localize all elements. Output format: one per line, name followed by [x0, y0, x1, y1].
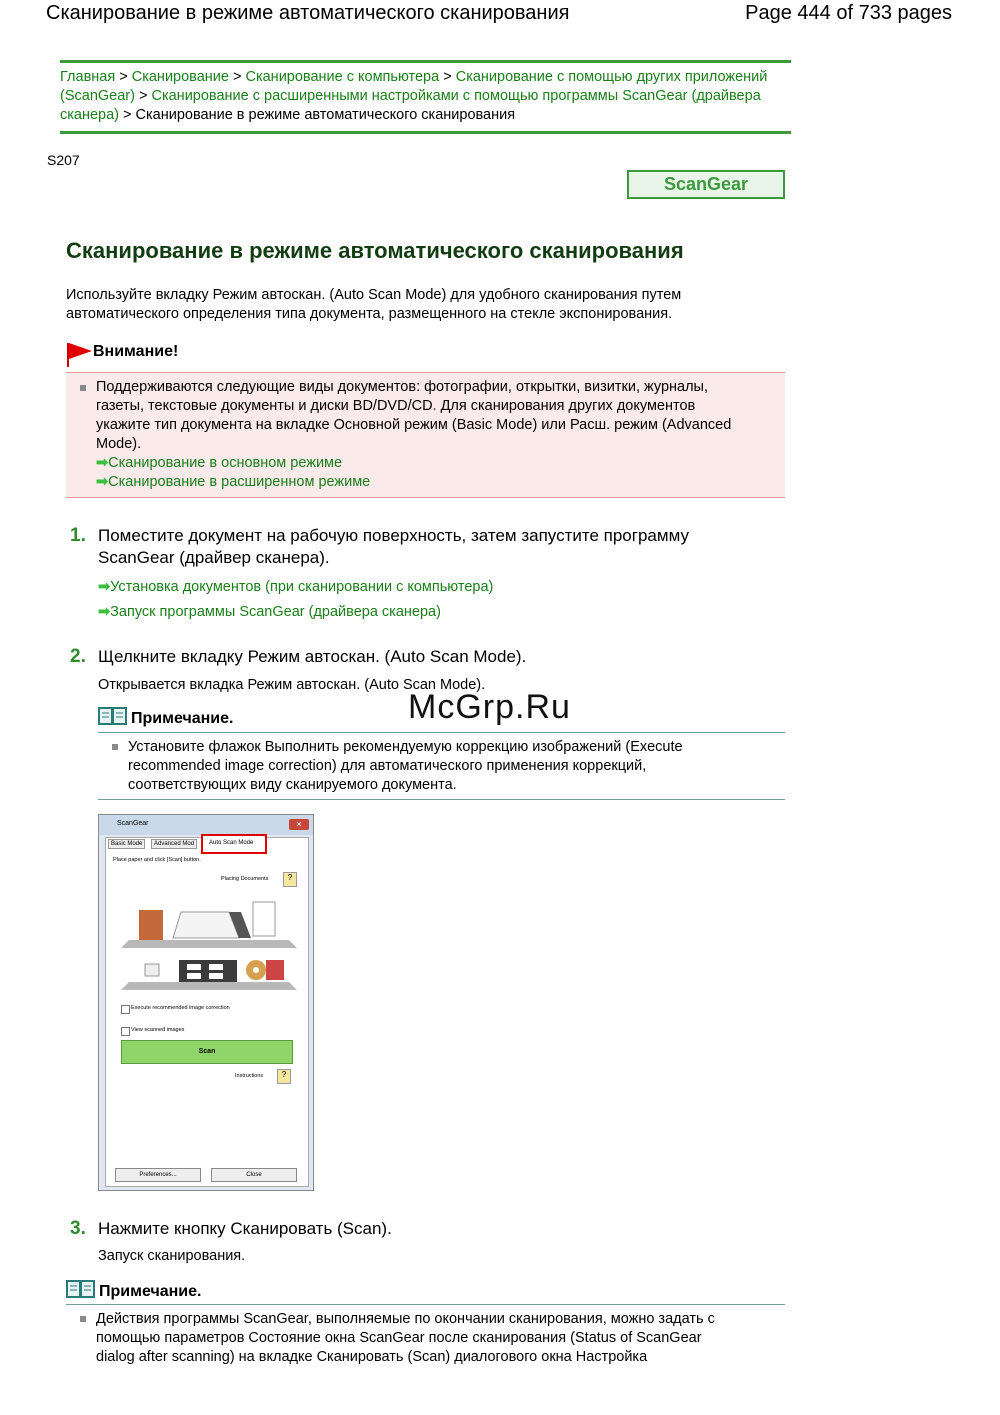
step-text: Щелкните вкладку Режим автоскан. (Auto Scan Mode). — [98, 647, 527, 666]
tab-basic-mode[interactable]: Basic Mode — [108, 839, 145, 849]
page-title: Сканирование в режиме автоматического сканирования — [66, 238, 684, 263]
red-flag-icon — [66, 343, 92, 367]
help-icon[interactable]: ? — [283, 872, 297, 887]
close-icon[interactable]: ✕ — [289, 819, 309, 830]
step-text: Нажмите кнопку Сканировать (Scan). — [98, 1219, 392, 1238]
breadcrumb-scan[interactable]: Сканирование — [131, 69, 229, 85]
breadcrumb-advanced[interactable]: Сканирование с расширенными настройками с помощью программы ScanGear (драйвера сканера) — [60, 88, 761, 123]
preferences-button[interactable]: Preferences... — [115, 1168, 201, 1182]
tab-auto-scan-mode[interactable]: Auto Scan Mode — [201, 834, 267, 854]
breadcrumb-current: Сканирование в режиме автоматического сканирования — [135, 107, 516, 123]
note-heading: Примечание. — [131, 710, 234, 727]
watermark: McGrp.Ru — [408, 688, 571, 726]
step-subtext: Запуск сканирования. — [98, 1248, 246, 1264]
note-heading: Примечание. — [99, 1283, 202, 1300]
breadcrumb: Главная > Сканирование > Сканирование с компьютера > Сканирование с помощью других приложений (ScanGear) > Сканирование с расширенными настройками с помощью программы ScanGear (драйвера сканера) > Сканирование в режиме автоматического сканирования — [60, 60, 791, 134]
step-number: 1. — [70, 525, 86, 546]
book-icon — [98, 706, 128, 726]
close-button[interactable]: Close — [211, 1168, 297, 1182]
link-advanced-mode[interactable]: Сканирование в расширенном режиме — [108, 474, 371, 490]
step-number: 2. — [70, 646, 86, 667]
note-text: Установите флажок Выполнить рекомендуемую коррекцию изображений (Execute recommended image correction) для автоматического применения коррекций, соответствующих виду сканируемого документа. — [128, 739, 683, 793]
breadcrumb-scan-pc[interactable]: Сканирование с компьютера — [245, 69, 440, 85]
step-number: 3. — [70, 1218, 86, 1239]
intro-text: Используйте вкладку Режим автоскан. (Auto Scan Mode) для удобного сканирования путем автоматического определения типа документа, размещенного на стекле экспонирования. — [66, 287, 682, 322]
step-text: Поместите документ на рабочую поверхность, затем запустите программу ScanGear (драйвер сканера). — [98, 526, 689, 567]
link-placing-documents[interactable]: Установка документов (при сканировании с компьютера) — [110, 579, 494, 595]
link-basic-mode[interactable]: Сканирование в основном режиме — [108, 455, 343, 471]
warning-box: Поддерживаются следующие виды документов: фотографии, открытки, визитки, журналы, газеты, текстовые документы и диски BD/DVD/CD. Для сканирования других документов укажите тип документа на вкладке Основной режим (Basic Mode) или Расш. режим (Advanced Mode). ➡Сканирование в основном режиме ➡Сканирование в расширенном режиме — [66, 372, 785, 498]
scan-button[interactable]: Scan — [121, 1040, 293, 1064]
checkbox-view-scanned[interactable] — [121, 1027, 130, 1036]
dialog-titlebar: ScanGear ✕ — [99, 815, 313, 835]
section-code: S207 — [47, 152, 80, 168]
checkbox-execute-correction[interactable] — [121, 1005, 130, 1014]
note-text: Действия программы ScanGear, выполняемые по окончании сканирования, можно задать с помощью параметров Состояние окна ScanGear после сканирования (Status of ScanGear dialog after scanning) на вкладке Сканировать (Scan) диалогового окна Настройка — [96, 1311, 715, 1365]
breadcrumb-home[interactable]: Главная — [60, 69, 116, 85]
link-start-scangear[interactable]: Запуск программы ScanGear (драйвера сканера) — [110, 604, 441, 620]
book-icon — [66, 1279, 96, 1299]
page-number: Page 444 of 733 pages — [745, 2, 952, 24]
documents-illustration — [121, 900, 297, 995]
tab-advanced-mode[interactable]: Advanced Mod — [151, 839, 197, 849]
breadcrumb-other-apps[interactable]: Сканирование с помощью других приложений (ScanGear) — [60, 69, 768, 104]
scangear-screenshot: ScanGear ✕ Basic Mode Advanced Mod Auto Scan Mode Place paper and click [Scan] button. Placing Documents ? Execute recommended image correction View scanned images Scan Instructions ? Preferences... Close — [98, 814, 314, 1191]
scangear-badge: ScanGear — [627, 170, 785, 199]
page-header-title: Сканирование в режиме автоматического сканирования — [46, 2, 570, 24]
step-subtext: Открывается вкладка Режим автоскан. (Auto Scan Mode). — [98, 677, 486, 693]
warning-heading: Внимание! — [93, 343, 179, 360]
help-icon[interactable]: ? — [277, 1069, 291, 1084]
